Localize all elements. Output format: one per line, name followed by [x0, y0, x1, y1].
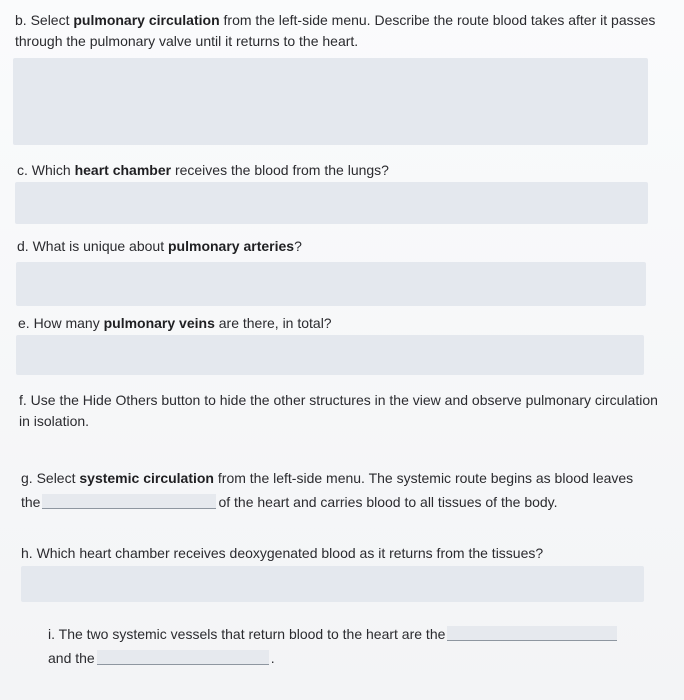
question-i-line2	[48, 646, 648, 670]
answer-box-e[interactable]	[16, 335, 644, 375]
answer-blank-g[interactable]	[42, 494, 216, 509]
question-d-suffix: ?	[294, 238, 302, 254]
question-e-prefix: e. How many	[18, 315, 104, 331]
question-h	[21, 543, 661, 564]
question-g-bold: systemic circulation	[79, 470, 214, 486]
question-b	[15, 10, 675, 52]
question-g-middle: from the left-side menu. The systemic route begins as blood leaves the	[21, 470, 634, 510]
answer-box-c[interactable]	[15, 182, 648, 224]
question-i-text2: and the	[48, 650, 95, 666]
answer-box-h[interactable]	[21, 566, 644, 602]
answer-box-d[interactable]	[16, 262, 646, 306]
answer-box-b[interactable]	[13, 58, 648, 145]
question-d	[17, 236, 667, 257]
question-e	[18, 313, 668, 334]
question-d-bold: pulmonary arteries	[168, 238, 295, 254]
question-b-bold: pulmonary circulation	[73, 12, 220, 28]
question-i-end: .	[270, 650, 275, 666]
question-g	[21, 466, 653, 514]
question-b-prefix: b. Select	[15, 12, 74, 28]
question-e-bold: pulmonary veins	[103, 315, 215, 331]
question-i-text1: i. The two systemic vessels that return blood to the heart are the	[48, 626, 446, 642]
question-g-prefix: g. Select	[21, 470, 80, 486]
question-f-text: f. Use the Hide Others button to hide the other structures in the view and observe pulmonary circulation in isolation.	[19, 392, 658, 429]
answer-blank-i-2[interactable]	[97, 650, 269, 665]
question-h-text: h. Which heart chamber receives deoxygenated blood as it returns from the tissues?	[21, 545, 544, 561]
question-f	[19, 390, 659, 432]
question-d-prefix: d. What is unique about	[17, 238, 168, 254]
question-i	[48, 622, 648, 670]
question-c-bold: heart chamber	[74, 162, 172, 178]
answer-blank-i-1[interactable]	[447, 626, 617, 641]
question-c-prefix: c. Which	[17, 162, 75, 178]
question-c-suffix: receives the blood from the lungs?	[171, 162, 389, 178]
question-c	[17, 160, 667, 181]
question-e-suffix: are there, in total?	[214, 315, 332, 331]
question-g-suffix: of the heart and carries blood to all tissues of the body.	[218, 494, 558, 510]
question-b-suffix: from the left-side menu. Describe the route blood takes after it passes through the pulmonary valve until it returns to the heart.	[15, 12, 656, 49]
question-i-line1	[48, 622, 648, 646]
